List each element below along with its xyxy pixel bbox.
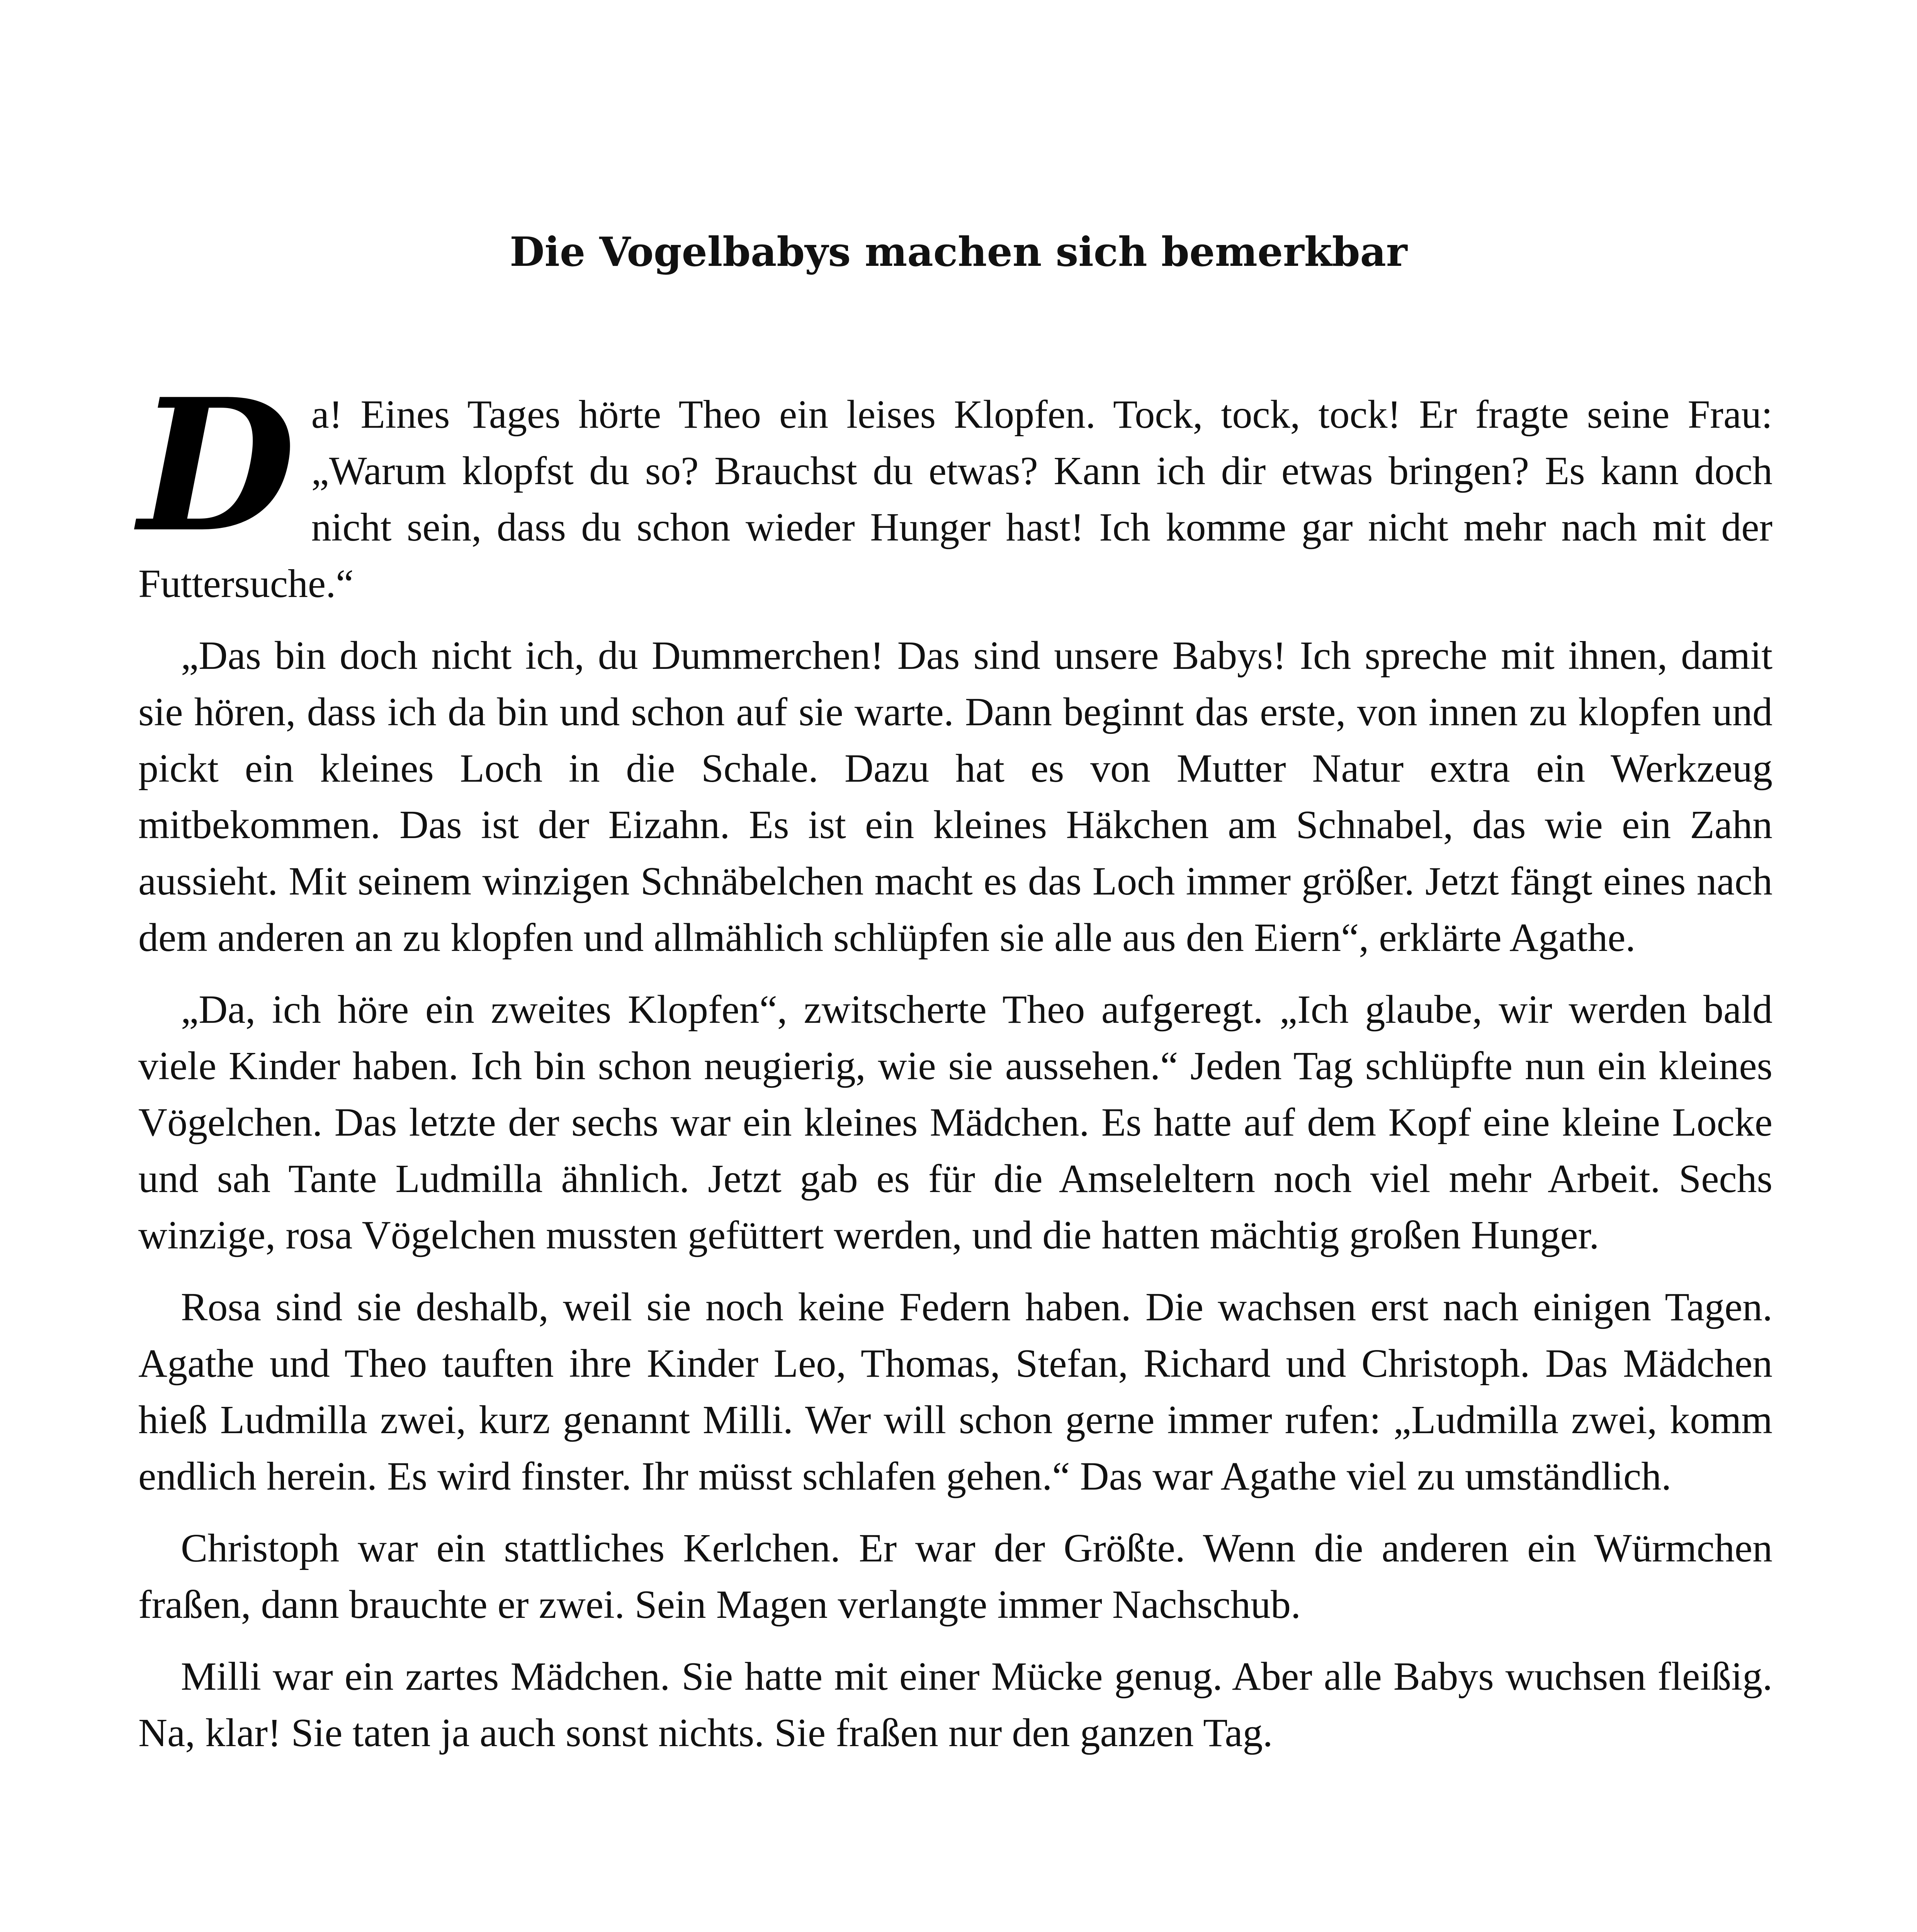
paragraph-3: „Da, ich höre ein zweites Klopfen“, zwitscherte Theo aufgeregt. „Ich glaube, wir werden bald viele Kinder haben. Ich bin schon neugierig, wie sie aussehen.“ Jeden Tag schlüpfte nun ein kleines Vögelchen. Das letzte der sechs war ein kleines Mädchen. Es hatte auf dem Kopf eine kleine Locke und sah Tante Ludmilla ähnlich. Jetzt gab es für die Amseleltern noch viel mehr Arbeit. Sechs winzige, rosa Vögelchen mussten gefüttert werden, und die hatten mächtig großen Hunger. [138,987,1773,1257]
paragraph-6: Milli war ein zartes Mädchen. Sie hatte mit einer Mücke genug. Aber alle Babys wuchsen fleißig. Na, klar! Sie taten ja auch sonst nichts. Sie fraßen nur den ganzen Tag. [138,1654,1773,1755]
paragraph-2: „Das bin doch nicht ich, du Dummerchen! Das sind unsere Babys! Ich spreche mit ihnen, damit sie hören, dass ich da bin und schon auf sie warte. Dann beginnt das erste, von innen zu klopfen und pickt ein kleines Loch in die Schale. Dazu hat es von Mutter Natur extra ein Werkzeug mitbekommen. Das ist der Eizahn. Es ist ein kleines Häkchen am Schnabel, das wie ein Zahn aussieht. Mit seinem winzigen Schnäbelchen macht es das Loch immer größer. Jetzt fängt eines nach dem anderen an zu klopfen und allmählich schlüpfen sie alle aus den Eiern“, erklärte Agathe. [138,633,1773,960]
chapter-title: Die Vogelbabys machen sich bemerkbar [510,228,1407,276]
paragraph-5: Christoph war ein stattliches Kerlchen. Er war der Größte. Wenn die anderen ein Würmchen fraßen, dann brauchte er zwei. Sein Magen verlangte immer Nachschub. [138,1526,1773,1627]
drop-cap-letter: D [138,359,296,572]
paragraph-1-text: a! Eines Tages hörte Theo ein leises Klopfen. Tock, tock, tock! Er fragte seine Frau: „Warum klopfst du so? Brauchst du etwas? Kann ich dir etwas bringen? Es kann doch nicht sein, dass du schon wieder Hunger hast! Ich komme gar nicht mehr nach mit der Futtersuche.“ [138,392,1773,606]
paragraph-1 [138,359,1773,612]
paragraph-4: Rosa sind sie deshalb, weil sie noch keine Federn haben. Die wachsen erst nach einigen Tagen. Agathe und Theo tauften ihre Kinder Leo, Thomas, Stefan, Richard und Christoph. Das Mädchen hieß Ludmilla zwei, kurz genannt Milli. Wer will schon gerne immer rufen: „Ludmilla zwei, komm endlich herein. Es wird finster. Ihr müsst schlafen gehen.“ Das war Agathe viel zu umständlich. [138,1285,1773,1498]
chapter-body [138,359,1773,1777]
